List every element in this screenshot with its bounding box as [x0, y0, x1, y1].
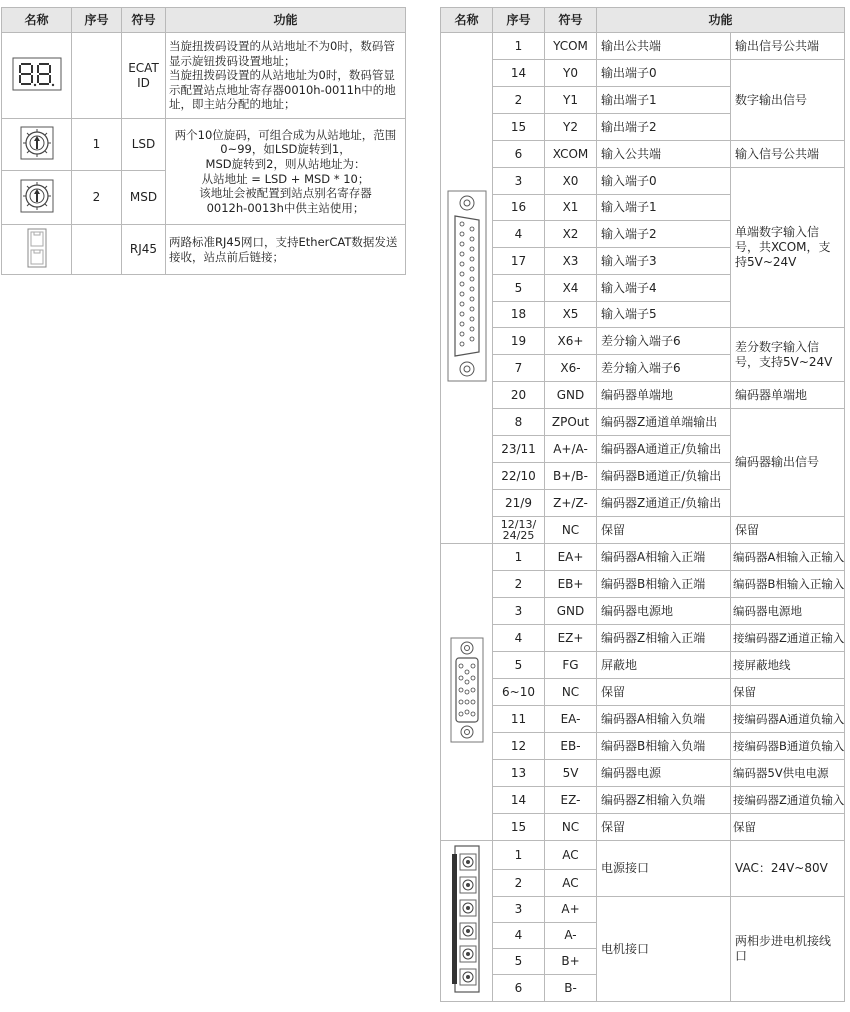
- table-row: [441, 897, 845, 923]
- pin-description: VAC：24V~80V: [731, 841, 845, 897]
- pin-symbol: MSD: [122, 171, 166, 225]
- pin-symbol: Z+/Z-: [545, 490, 597, 517]
- pin-function: 编码器Z通道单端输出: [597, 409, 731, 436]
- pin-number: 1: [493, 841, 545, 870]
- pin-symbol: RJ45: [122, 225, 166, 275]
- pin-description: 输出信号公共端: [731, 33, 845, 60]
- pin-number: 4: [493, 923, 545, 949]
- pin-number: 12: [493, 733, 545, 760]
- pin-function: 电源接口: [597, 841, 731, 897]
- left-pin-table: [1, 7, 406, 275]
- pin-number: 19: [493, 328, 545, 355]
- pin-function: 编码器B通道正/负输出: [597, 463, 731, 490]
- pin-function: 两路标准RJ45网口，支持EtherCAT数据发送接收，站点前后链接；: [166, 225, 406, 275]
- pin-symbol: ZPOut: [545, 409, 597, 436]
- pin-function: 当旋扭拨码设置的从站地址不为0时，数码管显示旋钮拨码设置地址； 当旋扭拨码设置的从站地址为0时，数码管显示配置站点地址寄存器0010h-0011h中的地址，即主站分配的地址；: [166, 33, 406, 119]
- pin-number: 4: [493, 221, 545, 248]
- pin-function: 输入端子5: [597, 302, 731, 328]
- pin-description: 编码器单端地: [731, 382, 845, 409]
- pin-symbol: B-: [545, 975, 597, 1002]
- pin-symbol: 5V: [545, 760, 597, 787]
- col-header-function: 功能: [597, 8, 845, 33]
- table-row: [441, 760, 845, 787]
- pin-function: 输入公共端: [597, 141, 731, 168]
- pin-number: 16: [493, 195, 545, 221]
- pin-symbol: AC: [545, 841, 597, 870]
- pin-number: 8: [493, 409, 545, 436]
- pin-description: 接编码器Z通道负输入: [731, 787, 845, 814]
- pin-symbol: AC: [545, 870, 597, 897]
- col-header-symbol: 符号: [122, 8, 166, 33]
- pin-number: 12/13/ 24/25: [493, 517, 545, 544]
- pin-symbol: LSD: [122, 119, 166, 171]
- pin-symbol: ECAT ID: [122, 33, 166, 119]
- pin-description: 保留: [731, 814, 845, 841]
- pin-symbol: EZ+: [545, 625, 597, 652]
- pin-number: 21/9: [493, 490, 545, 517]
- table-row: [441, 598, 845, 625]
- pin-symbol: X3: [545, 248, 597, 275]
- pin-number: 2: [72, 171, 122, 225]
- table-row: [441, 60, 845, 87]
- pin-function: 输入端子2: [597, 221, 731, 248]
- pin-description: 接编码器Z通道正输入: [731, 625, 845, 652]
- pin-symbol: EA+: [545, 544, 597, 571]
- pin-number: 2: [493, 870, 545, 897]
- pin-description: 编码器B相输入正输入: [731, 571, 845, 598]
- pin-number: 7: [493, 355, 545, 382]
- pin-number: 5: [493, 949, 545, 975]
- rotary-switch-icon: [2, 119, 72, 171]
- table-row: [441, 571, 845, 598]
- pin-symbol: X0: [545, 168, 597, 195]
- pin-number: 1: [72, 119, 122, 171]
- pin-function: 保留: [597, 679, 731, 706]
- pin-symbol: EA-: [545, 706, 597, 733]
- table-row: [2, 119, 406, 171]
- pin-symbol: X1: [545, 195, 597, 221]
- table-row: [2, 33, 406, 119]
- pin-function: 编码器电源: [597, 760, 731, 787]
- pin-function: 输入端子4: [597, 275, 731, 302]
- pin-function: 输出端子1: [597, 87, 731, 114]
- col-header-name: 名称: [2, 8, 72, 33]
- pin-symbol: X4: [545, 275, 597, 302]
- col-header-function: 功能: [166, 8, 406, 33]
- pin-symbol: EB+: [545, 571, 597, 598]
- pin-symbol: XCOM: [545, 141, 597, 168]
- pin-function: 输出端子0: [597, 60, 731, 87]
- table-row: [441, 625, 845, 652]
- pin-symbol: B+: [545, 949, 597, 975]
- table-row: [441, 544, 845, 571]
- pin-description: 输入信号公共端: [731, 141, 845, 168]
- rj45-port-icon: [2, 225, 72, 275]
- pin-description: 编码器A相输入正输入: [731, 544, 845, 571]
- pin-symbol: GND: [545, 598, 597, 625]
- pin-function: 编码器Z通道正/负输出: [597, 490, 731, 517]
- pin-number: [72, 33, 122, 119]
- pin-number: 18: [493, 302, 545, 328]
- pin-symbol: X2: [545, 221, 597, 248]
- pin-symbol: A-: [545, 923, 597, 949]
- rotary-switch-icon: [2, 171, 72, 225]
- table-row: [441, 328, 845, 355]
- pin-number: 5: [493, 275, 545, 302]
- pin-description: 接编码器B通道负输入: [731, 733, 845, 760]
- table-row: [441, 652, 845, 679]
- pin-number: 15: [493, 814, 545, 841]
- pin-description: 编码器电源地: [731, 598, 845, 625]
- pin-function: 编码器Z相输入正端: [597, 625, 731, 652]
- pin-number: 23/11: [493, 436, 545, 463]
- db25-connector-icon: [441, 33, 493, 544]
- pin-description: 接编码器A通道负输入: [731, 706, 845, 733]
- pin-number: [72, 225, 122, 275]
- pin-symbol: EB-: [545, 733, 597, 760]
- pin-description: 单端数字输入信号，共XCOM，支持5V~24V: [731, 168, 845, 328]
- pin-symbol: YCOM: [545, 33, 597, 60]
- pin-function: 输入端子1: [597, 195, 731, 221]
- table-row: [441, 409, 845, 436]
- col-header-no: 序号: [493, 8, 545, 33]
- table-row: [441, 168, 845, 195]
- pin-symbol: X6+: [545, 328, 597, 355]
- pin-number: 6~10: [493, 679, 545, 706]
- pin-description: 保留: [731, 679, 845, 706]
- pin-number: 5: [493, 652, 545, 679]
- pin-number: 2: [493, 571, 545, 598]
- pin-symbol: B+/B-: [545, 463, 597, 490]
- table-row: [441, 382, 845, 409]
- table-row: [441, 679, 845, 706]
- pin-symbol: Y1: [545, 87, 597, 114]
- pin-function: 差分输入端子6: [597, 328, 731, 355]
- pin-number: 2: [493, 87, 545, 114]
- col-header-symbol: 符号: [545, 8, 597, 33]
- pin-function: 编码器A通道正/负输出: [597, 436, 731, 463]
- terminal-block-icon: [441, 841, 493, 1002]
- table-row: [441, 841, 845, 870]
- right-pin-table: [440, 7, 845, 1002]
- pin-description: 数字输出信号: [731, 60, 845, 141]
- table-row: [2, 225, 406, 275]
- pin-symbol: FG: [545, 652, 597, 679]
- pin-symbol: A+/A-: [545, 436, 597, 463]
- pin-symbol: NC: [545, 814, 597, 841]
- pin-function: 编码器Z相输入负端: [597, 787, 731, 814]
- col-header-name: 名称: [441, 8, 493, 33]
- pin-function: 输出公共端: [597, 33, 731, 60]
- pin-function: 编码器电源地: [597, 598, 731, 625]
- pin-description: 差分数字输入信号，支持5V~24V: [731, 328, 845, 382]
- pin-function: 编码器单端地: [597, 382, 731, 409]
- pin-function: 编码器B相输入正端: [597, 571, 731, 598]
- pin-number: 3: [493, 598, 545, 625]
- pin-description: 保留: [731, 517, 845, 544]
- table-row: [441, 141, 845, 168]
- pin-symbol: X6-: [545, 355, 597, 382]
- pin-function: 输出端子2: [597, 114, 731, 141]
- pin-function: 保留: [597, 814, 731, 841]
- pin-number: 11: [493, 706, 545, 733]
- terminal-pin-group: [441, 841, 845, 1002]
- pin-description: 编码器5V供电电源: [731, 760, 845, 787]
- pin-function: 编码器A相输入负端: [597, 706, 731, 733]
- pin-number: 15: [493, 114, 545, 141]
- table-row: [441, 814, 845, 841]
- pin-function: 编码器A相输入正端: [597, 544, 731, 571]
- db15-connector-icon: [441, 544, 493, 841]
- pin-function: 差分输入端子6: [597, 355, 731, 382]
- pin-number: 3: [493, 168, 545, 195]
- pin-number: 22/10: [493, 463, 545, 490]
- table-row: [441, 706, 845, 733]
- pin-number: 6: [493, 141, 545, 168]
- pin-symbol: NC: [545, 679, 597, 706]
- pin-number: 14: [493, 787, 545, 814]
- pin-symbol: X5: [545, 302, 597, 328]
- pin-number: 1: [493, 33, 545, 60]
- pin-function: 编码器B相输入负端: [597, 733, 731, 760]
- table-header-row: [441, 8, 845, 33]
- pin-number: 6: [493, 975, 545, 1002]
- pin-function: 两个10位旋码，可组合成为从站地址，范围0~99，如LSD旋转到1， MSD旋转到2，则从站地址为： 从站地址 = LSD + MSD * 10； 该地址会被配置到站点别名寄存器 0012h-0013h中供主站使用；: [166, 119, 406, 225]
- pin-symbol: GND: [545, 382, 597, 409]
- pin-function: 输入端子0: [597, 168, 731, 195]
- pin-number: 13: [493, 760, 545, 787]
- pin-symbol: NC: [545, 517, 597, 544]
- pin-number: 20: [493, 382, 545, 409]
- pin-description: 两相步进电机接线口: [731, 897, 845, 1002]
- pin-function: 输入端子3: [597, 248, 731, 275]
- pin-symbol: Y2: [545, 114, 597, 141]
- table-row: [441, 517, 845, 544]
- pin-function: 保留: [597, 517, 731, 544]
- pin-symbol: Y0: [545, 60, 597, 87]
- table-header-row: [2, 8, 406, 33]
- db25-pin-group: [441, 33, 845, 544]
- pin-symbol: A+: [545, 897, 597, 923]
- seven-segment-display-icon: [2, 33, 72, 119]
- col-header-no: 序号: [72, 8, 122, 33]
- pin-description: 编码器输出信号: [731, 409, 845, 517]
- pin-symbol: EZ-: [545, 787, 597, 814]
- pin-number: 3: [493, 897, 545, 923]
- pin-function: 屏蔽地: [597, 652, 731, 679]
- pin-number: 14: [493, 60, 545, 87]
- table-row: [441, 733, 845, 760]
- table-row: [441, 787, 845, 814]
- db15-pin-group: [441, 544, 845, 841]
- pin-function: 电机接口: [597, 897, 731, 1002]
- table-row: [441, 33, 845, 60]
- pin-number: 1: [493, 544, 545, 571]
- pin-description: 接屏蔽地线: [731, 652, 845, 679]
- pin-number: 17: [493, 248, 545, 275]
- pin-number: 4: [493, 625, 545, 652]
